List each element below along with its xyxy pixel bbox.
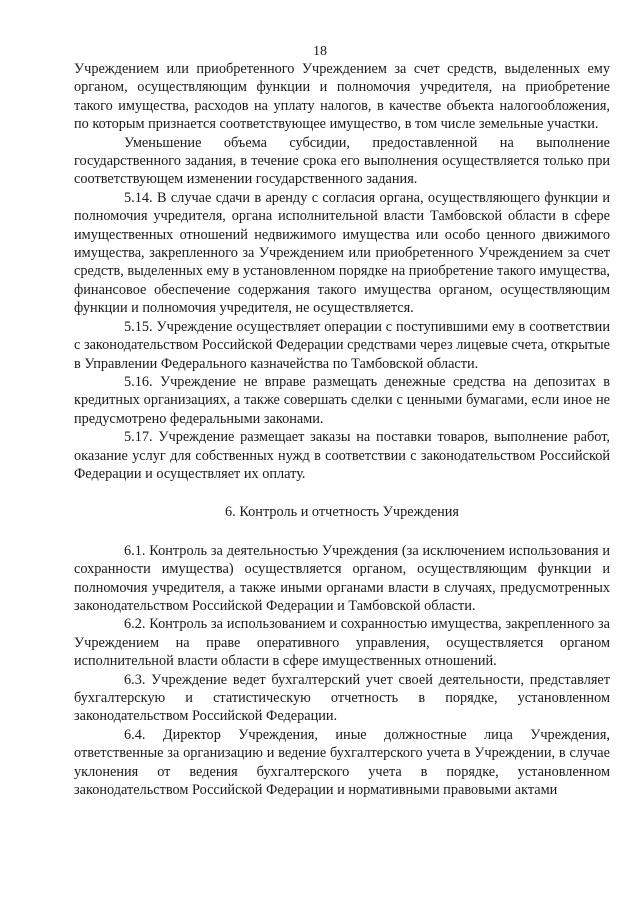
section-title: 6. Контроль и отчетность Учреждения	[225, 504, 459, 521]
document-body	[74, 60, 610, 799]
page-number: 18	[313, 44, 327, 59]
paragraph-5-16: 5.16. Учреждение не вправе размещать денежные средства на депозитах в кредитных организациях, а также совершать сделки с ценными бумагами, если иное не предусмотрено федеральными законами.	[74, 373, 610, 427]
paragraph-5-14: 5.14. В случае сдачи в аренду с согласия органа, осуществляющего функции и полномочия учредителя, органа исполнительной власти Тамбовской области в сфере имущественных отношений недвижимого имущества или особо ценного движимого имущества, закрепленного за Учреждением или приобретенного Учреждением за счет средств, выделенных ему в установленном порядке на приобретение такого имущества, финансовое обеспечение содержания такого имущества органом, осуществляющим функции и полномочия учредителя, не осуществляется.	[74, 189, 610, 317]
paragraph-5-17: 5.17. Учреждение размещает заказы на поставки товаров, выполнение работ, оказание услуг для собственных нужд в соответствии с законодательством Российской Федерации и осуществляет их оплату.	[74, 429, 610, 482]
paragraph-subsidy-reduction: Уменьшение объема субсидии, предоставленной на выполнение государственного задания, в течение срока его выполнения осуществляется только при соответствующем изменении государственного задания.	[74, 134, 610, 188]
paragraph-6-4: 6.4. Директор Учреждения, иные должностные лица Учреждения, ответственные за организацию и ведение бухгалтерского учета в Учреждении, в случае уклонения от ведения бухгалтерского учета в порядке, установленном законодательством Российской Федерации и нормативными правовыми актами	[74, 726, 610, 799]
paragraph-6-1: 6.1. Контроль за деятельностью Учреждения (за исключением использования и сохранности имущества) осуществляется органом, осуществляющим функции и полномочия учредителя, а также иными органами власти в случаях, предусмотренных законодательством Российской Федерации и Тамбовской области.	[74, 542, 610, 614]
paragraph-6-2: 6.2. Контроль за использованием и сохранностью имущества, закрепленного за Учреждением на праве оперативного управления, осуществляется органом исполнительной власти области в сфере имущественных отношений.	[74, 616, 610, 670]
paragraph-continuation: Учреждением или приобретенного Учреждением за счет средств, выделенных ему органом, осуществляющим функции и полномочия учредителя, на приобретение такого имущества, расходов на уплату налогов, в качестве объекта налогообложения, по которым признается соответствующее имущество, в том числе земельные участки.	[74, 61, 610, 133]
paragraph-5-15: 5.15. Учреждение осуществляет операции с поступившими ему в соответствии с законодательством Российской Федерации средствами через лицевые счета, открытые в Управлении Федерального казначейства по Тамбовской области.	[74, 318, 610, 372]
paragraph-6-3: 6.3. Учреждение ведет бухгалтерский учет своей деятельности, представляет бухгалтерскую и статистическую отчетность в порядке, установленном законодательством Российской Федерации.	[74, 671, 610, 725]
